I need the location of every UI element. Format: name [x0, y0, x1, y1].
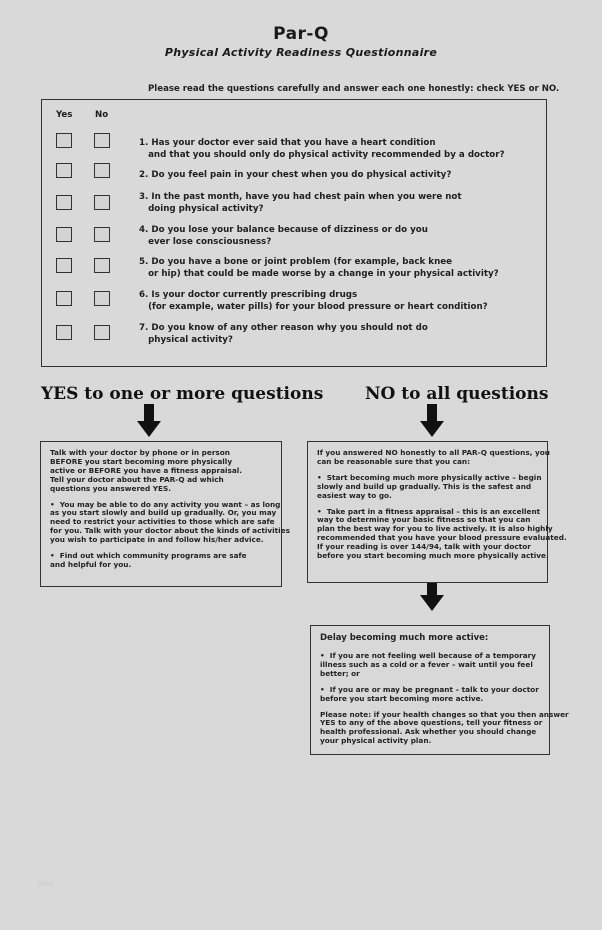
question-7-text: 7. Do you know of any other reason why you should not do physical activity? [139, 323, 428, 345]
yes-advice-paragraph: • Find out which community programs are safe and helpful for you. [50, 551, 247, 569]
question-7-no-checkbox[interactable] [94, 325, 110, 340]
no-section-heading: NO to all questions [365, 384, 549, 404]
down-arrow-icon [420, 404, 444, 438]
question-4-yes-checkbox[interactable] [56, 227, 72, 242]
instructions-text: Please read the questions carefully and answer each one honestly: check YES or NO. [148, 84, 560, 94]
question-1-yes-checkbox[interactable] [56, 133, 72, 148]
down-arrow-icon [137, 404, 161, 438]
down-arrow-icon [420, 578, 444, 612]
delay-advice-paragraph: • If you are or may be pregnant – talk to your doctor before you start becoming more active. [320, 684, 539, 703]
yes-advice-paragraph: • You may be able to do any activity you want – as long as you start slowly and build up gradually. Or, you may need to restrict your activities to those which are safe for you. Talk with your doctor about the kinds of activities you wish to participate in and follow his/her advice. [50, 499, 290, 545]
yes-column-header: Yes [56, 110, 73, 120]
question-1-no-checkbox[interactable] [94, 133, 110, 148]
no-advice-paragraph: If you answered NO honestly to all PAR-Q questions, you can be reasonable sure that you can: [317, 448, 550, 466]
no-advice-paragraph: • Start becoming much more physically active – begin slowly and build up gradually. This is the safest and easiest way to go. [317, 472, 542, 500]
question-3-text: 3. In the past month, have you had chest pain when you were not doing physical activity? [139, 192, 462, 214]
yes-section-heading: YES to one or more questions [41, 384, 324, 404]
question-5-no-checkbox[interactable] [94, 258, 110, 273]
question-2-yes-checkbox[interactable] [56, 163, 72, 178]
delay-advice-box [310, 625, 569, 755]
question-6-yes-checkbox[interactable] [56, 291, 72, 306]
question-6-no-checkbox[interactable] [94, 291, 110, 306]
question-3-no-checkbox[interactable] [94, 195, 110, 210]
question-6-text: 6. Is your doctor currently prescribing drugs (for example, water pills) for your blood pressure or heart condition? [139, 290, 488, 312]
yes-advice-box [40, 441, 290, 587]
question-5-yes-checkbox[interactable] [56, 258, 72, 273]
page-title: Par-Q [273, 24, 329, 44]
delay-title: Delay becoming much more active: [320, 633, 489, 643]
no-column-header: No [95, 110, 109, 120]
question-7-yes-checkbox[interactable] [56, 325, 72, 340]
question-2-text: 2. Do you feel pain in your chest when you do physical activity? [139, 170, 452, 180]
question-4-no-checkbox[interactable] [94, 227, 110, 242]
delay-advice-paragraph: Please note: if your health changes so that you then answer YES to any of the above questions, tell your fitness or health professional. Ask whether you should change your physical activity plan. [320, 709, 569, 746]
no-advice-box [307, 441, 567, 583]
question-2-no-checkbox[interactable] [94, 163, 110, 178]
question-4-text: 4. Do you lose your balance because of dizziness or do you ever lose consciousness? [139, 225, 428, 247]
question-3-yes-checkbox[interactable] [56, 195, 72, 210]
yes-advice-paragraph: Talk with your doctor by phone or in person BEFORE you start becoming more physically active or BEFORE you have a fitness appraisal. Tell your doctor about the PAR-Q ad which questions you answered YES. [50, 448, 243, 493]
delay-advice-paragraph: • If you are not feeling well because of a temporary illness such as a cold or a fever – wait until you feel better; or [320, 651, 536, 678]
question-5-text: 5. Do you have a bone or joint problem (for example, back knee or hip) that could be made worse by a change in your physical activity? [139, 257, 499, 279]
watermark-text: Nice [38, 880, 54, 888]
question-1-text: 1. Has your doctor ever said that you have a heart condition and that you should only do physical activity recommended by a doctor? [139, 138, 505, 160]
no-advice-paragraph: • Take part in a fitness appraisal – this is an excellent way to determine your basic fitness so that you can plan the best way for you to live actively. It is also highly recommended that you have your blood pressure evaluated. If your reading is over 144/94, talk with your doctor before you start becoming much more physically active. [317, 506, 567, 561]
page-subtitle: Physical Activity Readiness Questionnaire [164, 46, 438, 59]
